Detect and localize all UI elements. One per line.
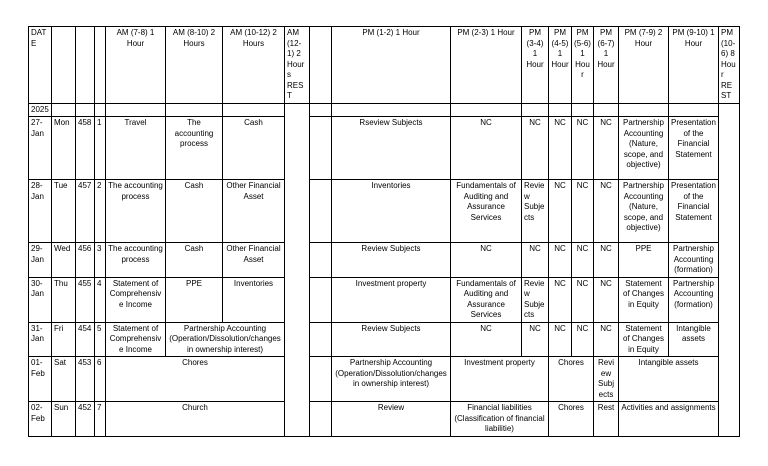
- am-8-10-cell: The accounting process: [166, 117, 223, 180]
- pm-7-10-cell: Intangible assets: [619, 357, 719, 402]
- header-cell: [310, 27, 332, 104]
- day-cell: Sat: [52, 357, 76, 402]
- header-cell: [95, 27, 106, 104]
- empty-cell: [451, 103, 522, 117]
- pm-1-2-cell: Investment property: [332, 277, 451, 322]
- header-cell: PM (1-2) 1 Hour: [332, 27, 451, 104]
- pm-2-3-cell: NC: [451, 243, 522, 278]
- pm-3-4-cell: NC: [522, 243, 549, 278]
- empty-cell: [106, 103, 166, 117]
- date-cell: 30-Jan: [29, 277, 52, 322]
- empty-cell: [310, 322, 332, 357]
- number-cell: 455: [76, 277, 95, 322]
- header-cell: PM (3-4) 1 Hour: [522, 27, 549, 104]
- pm-9-10-cell: Presentation of the Financial Statement: [669, 117, 719, 180]
- am-7-8-cell: Statement of Comprehensive Income: [106, 322, 166, 357]
- header-cell: PM (4-5) 1 Hour: [549, 27, 572, 104]
- pm-4-5-cell: NC: [549, 277, 572, 322]
- empty-cell: [310, 357, 332, 402]
- pm-4-5-cell: NC: [549, 243, 572, 278]
- pm-2-3-cell: Fundamentals of Auditing and Assurance Services: [451, 277, 522, 322]
- table-row: [29, 243, 740, 278]
- header-cell: AM (12-1) 2 Hours REST: [285, 27, 310, 104]
- date-cell: 27-Jan: [29, 117, 52, 180]
- pm-2-3-cell: Fundamentals of Auditing and Assurance Services: [451, 180, 522, 243]
- table-row: [29, 117, 740, 180]
- pm-2-4-cell: Investment property: [451, 357, 549, 402]
- number-cell: 458: [76, 117, 95, 180]
- pm-1-2-cell: Review: [332, 402, 451, 437]
- header-cell: DATE: [29, 27, 52, 104]
- header-cell: PM (10-6) 8 Hour REST: [719, 27, 740, 104]
- year-cell: 2025: [29, 103, 52, 117]
- pm-5-6-cell: NC: [572, 117, 594, 180]
- number-cell: 454: [76, 322, 95, 357]
- pm-4-5-cell: NC: [549, 322, 572, 357]
- empty-cell: [310, 103, 332, 117]
- am-10-12-cell: Cash: [223, 117, 285, 180]
- am-7-8-cell: The accounting process: [106, 243, 166, 278]
- am-10-12-cell: Other Financial Asset: [223, 243, 285, 278]
- empty-cell: [310, 180, 332, 243]
- index-cell: 5: [95, 322, 106, 357]
- header-row: [29, 27, 740, 104]
- pm-3-4-cell: Review Subjects: [522, 180, 549, 243]
- day-cell: Sun: [52, 402, 76, 437]
- pm-6-7-cell: Rest: [594, 402, 619, 437]
- pm-3-4-cell: Review Subjects: [522, 277, 549, 322]
- pm-4-5-cell: NC: [549, 180, 572, 243]
- am-7-8-cell: Travel: [106, 117, 166, 180]
- pm-5-6-cell: NC: [572, 322, 594, 357]
- pm-1-2-cell: Inventories: [332, 180, 451, 243]
- pm-6-7-cell: NC: [594, 180, 619, 243]
- am-8-10-cell: Cash: [166, 180, 223, 243]
- index-cell: 6: [95, 357, 106, 402]
- table-row: [29, 180, 740, 243]
- pm-6-7-cell: NC: [594, 243, 619, 278]
- number-cell: 456: [76, 243, 95, 278]
- date-cell: 31-Jan: [29, 322, 52, 357]
- pm-6-7-cell: Review Subjects: [594, 357, 619, 402]
- empty-cell: [669, 103, 719, 117]
- date-cell: 01-Feb: [29, 357, 52, 402]
- header-cell: AM (10-12) 2 Hours: [223, 27, 285, 104]
- pm-6-7-cell: NC: [594, 117, 619, 180]
- pm-4-5-cell: NC: [549, 117, 572, 180]
- rest-column: [285, 103, 310, 436]
- index-cell: 7: [95, 402, 106, 437]
- pm-6-7-cell: NC: [594, 322, 619, 357]
- empty-cell: [223, 103, 285, 117]
- empty-cell: [572, 103, 594, 117]
- am-8-12-cell: Partnership Accounting (Operation/Dissolution/changes in ownership interest): [166, 322, 285, 357]
- empty-cell: [310, 243, 332, 278]
- pm-9-10-cell: Presentation of the Financial Statement: [669, 180, 719, 243]
- date-cell: 29-Jan: [29, 243, 52, 278]
- pm-6-7-cell: NC: [594, 277, 619, 322]
- empty-cell: [522, 103, 549, 117]
- am-10-12-cell: Inventories: [223, 277, 285, 322]
- empty-cell: [166, 103, 223, 117]
- empty-cell: [594, 103, 619, 117]
- schedule-table: [28, 26, 740, 437]
- header-cell: AM (7-8) 1 Hour: [106, 27, 166, 104]
- pm-2-3-cell: NC: [451, 117, 522, 180]
- header-cell: AM (8-10) 2 Hours: [166, 27, 223, 104]
- pm-1-2-cell: Review Subjects: [332, 322, 451, 357]
- pm-5-6-cell: NC: [572, 180, 594, 243]
- empty-cell: [549, 103, 572, 117]
- am-8-10-cell: Cash: [166, 243, 223, 278]
- pm-4-6-cell: Chores: [549, 402, 594, 437]
- header-cell: PM (5-6) 1 Hour: [572, 27, 594, 104]
- empty-cell: [95, 103, 106, 117]
- am-10-12-cell: Other Financial Asset: [223, 180, 285, 243]
- day-cell: Fri: [52, 322, 76, 357]
- day-cell: Wed: [52, 243, 76, 278]
- header-cell: [76, 27, 95, 104]
- empty-cell: [332, 103, 451, 117]
- pm-5-6-cell: NC: [572, 277, 594, 322]
- pm-7-9-cell: Partnership Accounting (Nature, scope, and objective): [619, 180, 669, 243]
- pm-1-2-cell: Rseview Subjects: [332, 117, 451, 180]
- table-row: [29, 322, 740, 357]
- pm-9-10-cell: Partnership Accounting (formation): [669, 243, 719, 278]
- table-row: [29, 402, 740, 437]
- number-cell: 457: [76, 180, 95, 243]
- pm-3-4-cell: NC: [522, 322, 549, 357]
- pm-2-4-cell: Financial liabilities (Classification of financial liabilitie): [451, 402, 549, 437]
- header-cell: PM (6-7) 1 Hour: [594, 27, 619, 104]
- rest-column: [719, 103, 740, 436]
- am-7-8-cell: The accounting process: [106, 180, 166, 243]
- am-block-cell: Chores: [106, 357, 285, 402]
- pm-2-3-cell: NC: [451, 322, 522, 357]
- pm-3-4-cell: NC: [522, 117, 549, 180]
- day-cell: Mon: [52, 117, 76, 180]
- pm-1-2-cell: Review Subjects: [332, 243, 451, 278]
- am-8-10-cell: PPE: [166, 277, 223, 322]
- pm-4-6-cell: Chores: [549, 357, 594, 402]
- pm-7-9-cell: Partnership Accounting (Nature, scope, and objective): [619, 117, 669, 180]
- number-cell: 452: [76, 402, 95, 437]
- empty-cell: [310, 277, 332, 322]
- date-cell: 02-Feb: [29, 402, 52, 437]
- pm-7-9-cell: PPE: [619, 243, 669, 278]
- header-cell: PM (7-9) 2 Hour: [619, 27, 669, 104]
- day-cell: Tue: [52, 180, 76, 243]
- pm-9-10-cell: Partnership Accounting (formation): [669, 277, 719, 322]
- header-cell: [52, 27, 76, 104]
- empty-cell: [619, 103, 669, 117]
- header-cell: PM (2-3) 1 Hour: [451, 27, 522, 104]
- index-cell: 3: [95, 243, 106, 278]
- empty-cell: [310, 117, 332, 180]
- number-cell: 453: [76, 357, 95, 402]
- am-block-cell: Church: [106, 402, 285, 437]
- pm-7-10-cell: Activities and assignments: [619, 402, 719, 437]
- header-cell: PM (9-10) 1 Hour: [669, 27, 719, 104]
- day-cell: Thu: [52, 277, 76, 322]
- empty-cell: [310, 402, 332, 437]
- table-row: [29, 357, 740, 402]
- index-cell: 4: [95, 277, 106, 322]
- pm-9-10-cell: Intangible assets: [669, 322, 719, 357]
- empty-cell: [52, 103, 76, 117]
- am-7-8-cell: Statement of Comprehensive Income: [106, 277, 166, 322]
- index-cell: 2: [95, 180, 106, 243]
- pm-7-9-cell: Statement of Changes in Equity: [619, 277, 669, 322]
- empty-cell: [76, 103, 95, 117]
- pm-1-2-cell: Partnership Accounting (Operation/Dissolution/changes in ownership interest): [332, 357, 451, 402]
- date-cell: 28-Jan: [29, 180, 52, 243]
- index-cell: 1: [95, 117, 106, 180]
- pm-7-9-cell: Statement of Changes in Equity: [619, 322, 669, 357]
- table-row: [29, 277, 740, 322]
- year-row: [29, 103, 740, 117]
- pm-5-6-cell: NC: [572, 243, 594, 278]
